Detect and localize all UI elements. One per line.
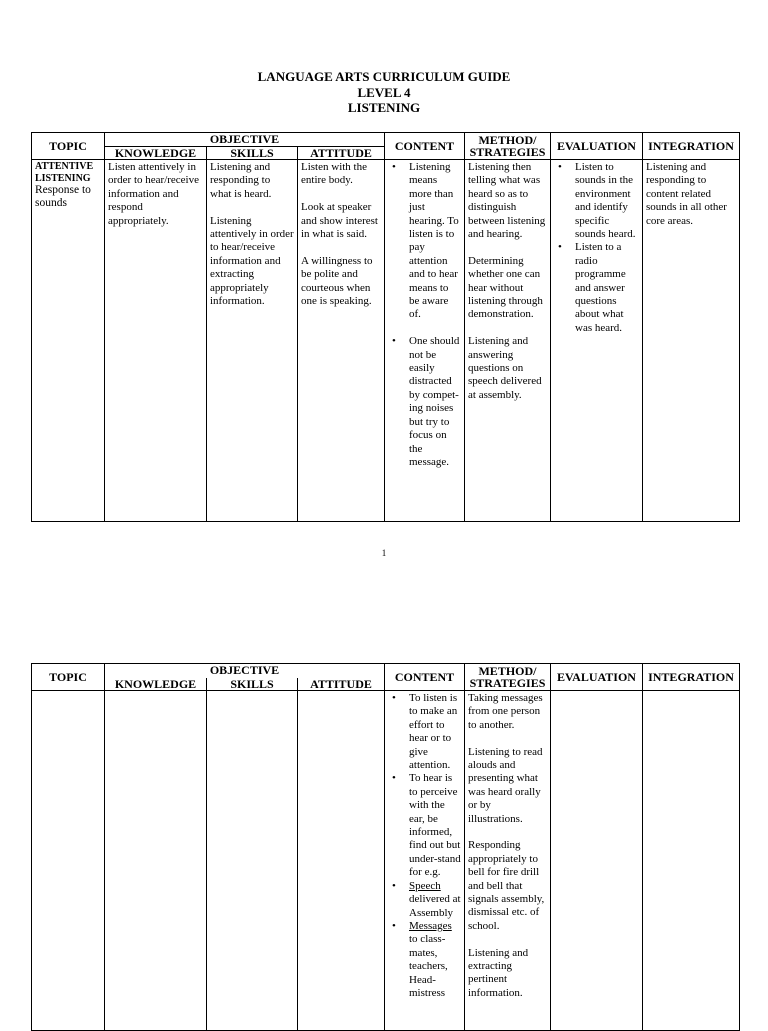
header-method [465, 133, 551, 160]
integration-cell [643, 160, 740, 522]
header-content: CONTENT [385, 664, 465, 691]
content-item: • Listening means more than just hearing. To listen is to pay attention and to hear means to be aware of. [409, 161, 461, 322]
header-attitude: ATTITUDE [298, 147, 385, 160]
attitude-cell [298, 691, 385, 1031]
content-cell [385, 160, 465, 522]
evaluation-cell [551, 691, 643, 1031]
content-item [409, 920, 461, 1000]
content-item-rest: to class-mates, teachers, Head-mistress [409, 933, 448, 999]
topic-text: Response to sounds [35, 184, 91, 210]
header-skills: SKILLS [207, 678, 298, 691]
header-knowledge: KNOWLEDGE [105, 678, 207, 691]
title-line-2: LEVEL 4 [357, 84, 411, 100]
topic-cell [32, 691, 105, 1031]
attitude-paragraph: Listen with the entire body. [301, 161, 367, 187]
header-topic: TOPIC [32, 133, 105, 160]
topic-bold-1: ATTENTIVE [35, 161, 94, 172]
integration-cell [643, 691, 740, 1031]
header-objective: OBJECTIVE [105, 664, 385, 678]
header-integration: INTEGRATION [643, 664, 740, 691]
method-paragraph: Listening and answering questions on speech delivered at assembly. [468, 335, 542, 401]
header-method-line1: METHOD/ [478, 664, 537, 678]
title-line-1: LANGUAGE ARTS CURRICULUM GUIDE [257, 69, 511, 84]
knowledge-text: Listen attentively in order to hear/receive information and respond appropriately. [108, 161, 199, 227]
content-cell [385, 691, 465, 1031]
evaluation-item: • Listen to sounds in the environment and identify specific sounds heard. [575, 161, 639, 241]
header-attitude: ATTITUDE [298, 678, 385, 691]
page-number: 1 [381, 548, 387, 558]
evaluation-cell [551, 160, 643, 522]
content-item: • One should not be easily distracted by compet-ing noises but try to focus on the message. [409, 335, 461, 469]
underlined-term: Messages [409, 919, 452, 932]
skills-cell [207, 160, 298, 522]
method-paragraph: Taking messages from one person to another. [468, 692, 543, 731]
header-integration: INTEGRATION [643, 133, 740, 160]
method-cell [465, 160, 551, 522]
underlined-term: Speech [409, 879, 441, 892]
curriculum-table-1 [31, 132, 740, 522]
method-paragraph: Listening and extracting pertinent information. [468, 946, 529, 999]
attitude-paragraph: Look at speaker and show interest in what is said. [301, 201, 378, 241]
header-method-line2: STRATEGIES [469, 676, 546, 690]
topic-bold-2: LISTENING [35, 172, 91, 184]
topic-cell [32, 160, 105, 522]
knowledge-cell [105, 160, 207, 522]
header-content: CONTENT [385, 133, 465, 160]
title-line-3: LISTENING [347, 100, 421, 115]
content-item [409, 880, 461, 920]
knowledge-cell [105, 691, 207, 1031]
method-paragraph: Determining whether one can hear without listening through demonstration. [468, 254, 543, 321]
skills-paragraph: Listening and responding to what is heard. [210, 161, 272, 200]
method-cell [465, 691, 551, 1031]
header-topic: TOPIC [32, 664, 105, 691]
header-evaluation: EVALUATION [551, 664, 643, 691]
header-knowledge: KNOWLEDGE [105, 147, 207, 160]
attitude-cell [298, 160, 385, 522]
skills-cell [207, 691, 298, 1031]
content-list [388, 161, 461, 469]
evaluation-item: • Listen to a radio programme and answer questions about what was heard. [575, 241, 639, 335]
header-evaluation: EVALUATION [551, 133, 643, 160]
method-paragraph: Listening to read alouds and presenting what was heard orally or by illustrations. [468, 745, 543, 825]
content-item-rest: delivered at Assembly [409, 893, 461, 919]
integration-text: Listening and responding to content related sounds in all other core areas. [646, 161, 727, 227]
content-list [388, 692, 461, 1000]
header-method [465, 664, 551, 691]
header-method-line1: METHOD/ [478, 133, 537, 147]
curriculum-table-2 [31, 663, 740, 1031]
attitude-paragraph: A willingness to be polite and courteous when one is speaking. [301, 254, 373, 308]
header-skills: SKILLS [207, 147, 298, 160]
content-item: • To listen is to make an effort to hear or to give attention. [409, 692, 461, 772]
skills-paragraph: Listening attentively in order to hear/receive information and extracting appropriately information. [210, 214, 294, 308]
method-paragraph: Responding appropriately to bell for fire drill and bell that signals assembly, dismissal etc. of school. [468, 839, 545, 932]
header-objective: OBJECTIVE [105, 133, 385, 147]
method-paragraph: Listening then telling what was heard so as to distinguish between listening and hearing. [468, 161, 546, 241]
content-item: • To hear is to perceive with the ear, be informed, find out but under-stand for e.g. [409, 772, 461, 879]
header-method-line2: STRATEGIES [469, 145, 546, 159]
document-title [0, 69, 768, 116]
evaluation-list [554, 161, 639, 335]
